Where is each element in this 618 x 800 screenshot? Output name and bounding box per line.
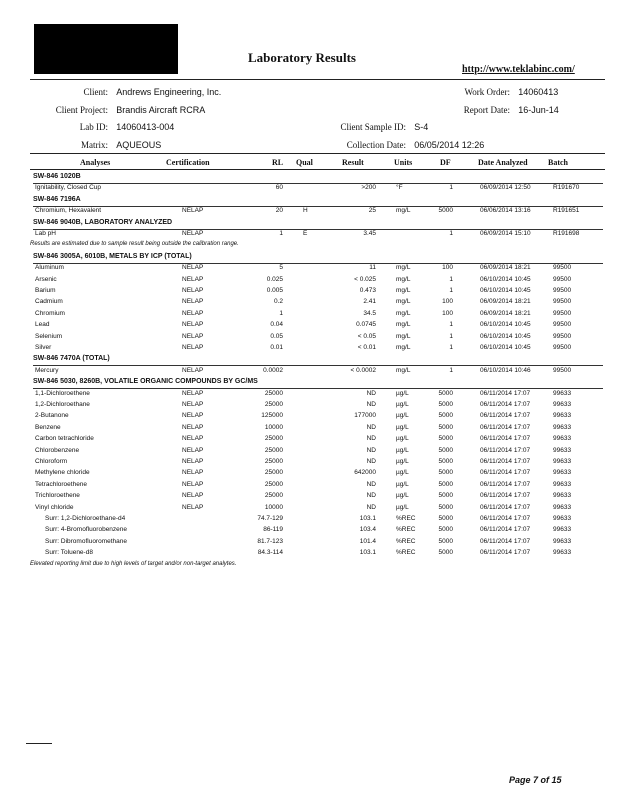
certification-cell: NELAP [182,321,204,329]
analyte-name: Aluminum [35,264,64,272]
units-cell: µg/L [396,492,409,500]
table-row [33,389,603,400]
result-cell: < 0.05 [357,332,376,340]
method-section-title: SW-846 9040B, LABORATORY ANALYZED [33,218,173,226]
date-analyzed-cell: 06/09/2014 18:21 [480,298,531,306]
col-batch: Batch [548,158,568,167]
date-analyzed-cell: 06/09/2014 18:21 [480,264,531,272]
table-row [33,457,603,468]
table-row [33,297,603,308]
rl-cell: 25000 [264,469,283,477]
batch-cell: 99500 [553,366,572,374]
df-cell: 5000 [438,469,453,477]
result-cell: 642000 [354,469,376,477]
result-cell: 0.0745 [356,321,376,329]
units-cell: µg/L [396,435,409,443]
table-row [33,206,603,217]
batch-cell: 99500 [553,332,572,340]
df-cell: 5000 [438,503,453,511]
date-analyzed-cell: 06/09/2014 15:10 [480,230,531,237]
date-analyzed-cell: 06/11/2014 17:07 [480,480,531,488]
certification-cell: NELAP [182,458,204,465]
certification-cell: NELAP [182,435,204,443]
batch-cell: 99633 [553,469,572,477]
batch-cell: 99500 [553,275,572,283]
batch-cell: 99633 [553,435,572,443]
date-analyzed-cell: 06/11/2014 17:07 [480,492,531,500]
date-analyzed-cell: 06/11/2014 17:07 [480,515,531,522]
note-text: Elevated reporting limit due to high levels of target and/or non-target analytes. [30,560,237,567]
batch-cell: 99633 [553,446,572,454]
analyte-name: Lead [35,321,50,329]
page-number: Page 7 of 15 [509,775,562,785]
batch-cell: R191670 [553,184,580,192]
matrix-line [52,140,161,150]
analyte-name: Arsenic [35,275,57,283]
table-row [33,468,603,479]
rl-cell: 25000 [264,401,283,408]
note-text: Results are estimated due to sample result being outside the calibration range. [30,241,239,248]
df-cell: 100 [442,309,453,317]
date-analyzed-cell: 06/06/2014 13:16 [480,207,531,215]
collection-label: Collection Date: [346,140,406,150]
certification-cell: NELAP [182,287,204,294]
units-cell: %REC [396,549,416,557]
table-note [30,560,603,571]
table-row [33,229,603,240]
rl-cell: 0.2 [273,298,283,306]
surrogate-row [33,514,603,525]
units-cell: mg/L [396,309,411,317]
analyte-name: Tetrachloroethene [35,480,88,488]
df-cell: 5000 [438,526,453,534]
table-row [33,503,603,514]
date-analyzed-cell: 06/11/2014 17:07 [480,549,531,557]
df-cell: 1 [449,287,453,294]
df-cell: 5000 [438,458,453,465]
analyte-name: Chloroform [35,458,68,465]
df-cell: 5000 [438,389,453,397]
col-analyses: Analyses [80,158,111,167]
batch-cell: R191698 [553,230,580,237]
date-analyzed-cell: 06/09/2014 18:21 [480,309,531,317]
client-line [52,87,221,97]
result-cell: < 0.0002 [350,366,376,374]
batch-cell: 99500 [553,287,572,294]
surrogate-row [33,548,603,559]
units-cell: µg/L [396,503,409,511]
project-value: Brandis Aircraft RCRA [116,105,206,115]
info-divider [30,153,605,154]
date-analyzed-cell: 06/10/2014 10:45 [480,287,531,294]
rl-cell: 86-119 [263,526,283,534]
rl-cell: 5 [279,264,283,272]
rl-cell: 0.01 [270,344,283,351]
table-row [33,400,603,411]
date-analyzed-cell: 06/11/2014 17:07 [480,435,531,443]
date-analyzed-cell: 06/11/2014 17:07 [480,423,531,431]
batch-cell: 99633 [553,423,572,431]
matrix-value: AQUEOUS [116,140,162,150]
method-section-title: SW-846 5030, 8260B, VOLATILE ORGANIC COMPOUNDS BY GC/MS [33,378,258,386]
labid-line [52,122,174,132]
date-analyzed-cell: 06/11/2014 17:07 [480,526,531,534]
certification-cell: NELAP [182,446,204,454]
df-cell: 1 [449,366,453,374]
result-cell: 101.4 [359,537,376,545]
batch-cell: 99633 [553,537,572,545]
rl-cell: 1 [279,230,283,237]
batch-cell: 99633 [553,526,572,534]
certification-cell: NELAP [182,275,204,283]
collection-line [310,140,484,150]
rl-cell: 81.7-123 [257,537,283,545]
result-cell: 11 [369,264,376,272]
rl-cell: 60 [275,184,283,192]
date-analyzed-cell: 06/10/2014 10:45 [480,344,531,351]
units-cell: °F [396,184,403,192]
page-title: Laboratory Results [248,50,356,65]
rl-cell: 0.04 [270,321,283,329]
analyte-name: 2-Butanone [35,412,69,420]
rl-cell: 84.3-114 [257,549,283,557]
batch-cell: 99633 [553,401,572,408]
reportdate-value: 16-Jun-14 [518,105,559,115]
col-certification: Certification [166,158,210,167]
qual-cell: H [303,207,308,215]
df-cell: 1 [449,230,453,237]
rl-cell: 74.7-129 [257,515,283,522]
certification-cell: NELAP [182,423,204,431]
units-cell: mg/L [396,287,411,294]
df-cell: 5000 [438,401,453,408]
df-cell: 1 [449,184,453,192]
analyte-name: Cadmium [35,298,63,306]
units-cell: mg/L [396,321,411,329]
table-row [33,286,603,297]
analyte-name: Surr: Dibromofluoromethane [45,537,128,545]
rl-cell: 25000 [264,480,283,488]
certification-cell: NELAP [182,344,204,351]
result-cell: ND [366,423,376,431]
redacted-logo-block [34,24,178,74]
df-cell: 5000 [438,480,453,488]
batch-cell: 99633 [553,515,572,522]
df-cell: 1 [449,344,453,351]
date-analyzed-cell: 06/11/2014 17:07 [480,401,531,408]
result-cell: ND [366,492,376,500]
batch-cell: 99633 [553,389,572,397]
date-analyzed-cell: 06/09/2014 12:50 [480,184,531,192]
result-cell: ND [366,458,376,465]
analyte-name: Chlorobenzene [35,446,80,454]
units-cell: %REC [396,515,416,522]
rl-cell: 25000 [264,446,283,454]
labid-label: Lab ID: [79,122,108,132]
date-analyzed-cell: 06/11/2014 17:07 [480,503,531,511]
rl-cell: 10000 [264,503,283,511]
analyte-name: Surr: 1,2-Dichloroethane-d4 [45,515,126,522]
result-cell: ND [366,389,376,397]
result-cell: ND [366,503,376,511]
batch-cell: R191651 [553,207,580,215]
result-cell: ND [366,401,376,408]
reportdate-line [430,105,559,115]
table-row [33,446,603,457]
units-cell: µg/L [396,412,409,420]
col-qual: Qual [296,158,313,167]
method-section-header [33,195,603,207]
rl-cell: 20 [275,207,283,215]
df-cell: 5000 [438,515,453,522]
rl-cell: 125000 [261,412,283,420]
table-row [33,411,603,422]
df-cell: 1 [449,275,453,283]
units-cell: mg/L [396,264,411,272]
col-result: Result [342,158,364,167]
sampleid-line [310,122,428,132]
workorder-label: Work Order: [464,87,510,97]
table-row [33,309,603,320]
qual-cell: E [303,230,308,237]
client-value: Andrews Engineering, Inc. [116,87,222,97]
header-divider [30,79,605,80]
labid-value: 14060413-004 [116,122,175,132]
rl-cell: 0.0002 [263,366,283,374]
workorder-line [430,87,558,97]
batch-cell: 99500 [553,344,572,351]
method-section-title: SW-846 7196A [33,195,81,203]
certification-cell: NELAP [182,230,204,237]
df-cell: 5000 [438,207,453,215]
method-section-title: SW-846 3005A, 6010B, METALS BY ICP (TOTAL) [33,252,192,260]
analyte-name: Surr: Toluene-d8 [45,549,93,557]
rl-cell: 25000 [264,435,283,443]
df-cell: 5000 [438,423,453,431]
batch-cell: 99633 [553,480,572,488]
date-analyzed-cell: 06/11/2014 17:07 [480,458,531,465]
rl-cell: 0.005 [266,287,283,294]
table-row [33,183,603,194]
units-cell: mg/L [396,298,411,306]
batch-cell: 99500 [553,309,572,317]
analyte-name: Chromium [35,309,65,317]
date-analyzed-cell: 06/10/2014 10:46 [480,366,531,374]
method-section-header [33,218,603,230]
certification-cell: NELAP [182,412,204,420]
units-cell: µg/L [396,480,409,488]
table-row [33,332,603,343]
method-section-title: SW-846 1020B [33,173,81,180]
units-cell: µg/L [396,469,409,477]
project-line [30,105,205,115]
units-cell: µg/L [396,389,409,397]
batch-cell: 99633 [553,503,572,511]
analyte-name: Barium [35,287,56,294]
analyte-name: Ignitability, Closed Cup [35,184,101,192]
date-analyzed-cell: 06/11/2014 17:07 [480,412,531,420]
table-row [33,434,603,445]
analyte-name: Chromium, Hexavalent [35,207,102,215]
df-cell: 5000 [438,537,453,545]
analyte-name: Selenium [35,332,63,340]
analyte-name: Benzene [35,423,61,431]
df-cell: 5000 [438,435,453,443]
units-cell: %REC [396,526,416,534]
column-header-divider [30,169,605,170]
result-cell: ND [366,435,376,443]
collection-value: 06/05/2014 12:26 [414,140,485,150]
analyte-name: Carbon tetrachloride [35,435,94,443]
batch-cell: 99500 [553,321,572,329]
method-section-header [33,377,603,389]
result-cell: 25 [368,207,376,215]
project-label: Client Project: [55,105,108,115]
analyte-name: 1,1-Dichloroethene [35,389,90,397]
rl-cell: 25000 [264,458,283,465]
matrix-label: Matrix: [81,140,108,150]
certification-cell: NELAP [182,298,204,306]
result-cell: 34.5 [363,309,376,317]
df-cell: 100 [442,264,453,272]
sampleid-label: Client Sample ID: [340,122,406,132]
certification-cell: NELAP [182,264,204,272]
result-cell: ND [366,480,376,488]
batch-cell: 99633 [553,458,572,465]
units-cell: %REC [396,537,416,545]
result-cell: < 0.025 [354,275,376,283]
result-cell: >200 [361,184,376,192]
certification-cell: NELAP [182,389,204,397]
method-section-header [33,172,603,184]
batch-cell: 99633 [553,549,572,557]
rl-cell: 25000 [264,492,283,500]
certification-cell: NELAP [182,401,204,408]
col-df: DF [440,158,451,167]
col-date-analyzed: Date Analyzed [478,158,528,167]
units-cell: mg/L [396,344,411,351]
reportdate-label: Report Date: [463,105,510,115]
units-cell: µg/L [396,458,409,465]
units-cell: µg/L [396,423,409,431]
certification-cell: NELAP [182,207,204,215]
result-cell: 177000 [354,412,376,420]
table-row [33,263,603,274]
table-row [33,275,603,286]
analyte-name: Vinyl chloride [35,503,74,511]
date-analyzed-cell: 06/10/2014 10:45 [480,332,531,340]
units-cell: mg/L [396,332,411,340]
workorder-value: 14060413 [518,87,559,97]
certification-cell: NELAP [182,309,204,317]
analyte-name: 1,2-Dichloroethane [35,401,90,408]
analyte-name: Methylene chloride [35,469,90,477]
result-cell: 103.1 [359,549,376,557]
units-cell: µg/L [396,446,409,454]
units-cell: µg/L [396,401,409,408]
certification-cell: NELAP [182,469,204,477]
table-row [33,480,603,491]
df-cell: 1 [449,332,453,340]
analyte-name: Mercury [35,366,59,374]
df-cell: 5000 [438,412,453,420]
df-cell: 1 [449,321,453,329]
client-label: Client: [83,87,108,97]
surrogate-row [33,525,603,536]
analyte-name: Trichloroethene [35,492,80,500]
df-cell: 5000 [438,492,453,500]
method-section-header [33,252,603,264]
method-section-header [33,354,603,366]
result-cell: ND [366,446,376,454]
date-analyzed-cell: 06/10/2014 10:45 [480,321,531,329]
certification-cell: NELAP [182,366,204,374]
footer-divider [26,743,52,744]
batch-cell: 99500 [553,298,572,306]
rl-cell: 0.05 [270,332,283,340]
certification-cell: NELAP [182,492,204,500]
table-row [33,343,603,354]
analyte-name: Silver [35,344,52,351]
sampleid-value: S-4 [414,122,429,132]
col-units: Units [394,158,413,167]
batch-cell: 99500 [553,264,572,272]
df-cell: 5000 [438,549,453,557]
certification-cell: NELAP [182,503,204,511]
units-cell: mg/L [396,207,411,215]
method-section-title: SW-846 7470A (TOTAL) [33,355,110,363]
date-analyzed-cell: 06/11/2014 17:07 [480,537,531,545]
analyte-name: Lab pH [35,230,56,237]
result-cell: 3.45 [363,230,376,237]
date-analyzed-cell: 06/10/2014 10:45 [480,275,531,283]
certification-cell: NELAP [182,480,204,488]
rl-cell: 25000 [264,389,283,397]
rl-cell: 1 [279,309,283,317]
units-cell: mg/L [396,275,411,283]
date-analyzed-cell: 06/11/2014 17:07 [480,469,531,477]
table-row [33,320,603,331]
table-row [33,423,603,434]
units-cell: mg/L [396,366,411,374]
df-cell: 100 [442,298,453,306]
rl-cell: 10000 [264,423,283,431]
batch-cell: 99633 [553,492,572,500]
date-analyzed-cell: 06/11/2014 17:07 [480,389,531,397]
certification-cell: NELAP [182,332,204,340]
col-rl: RL [272,158,284,167]
table-row [33,491,603,502]
result-cell: 103.4 [359,526,376,534]
result-cell: 2.41 [363,298,376,306]
result-cell: 103.1 [359,515,376,522]
rl-cell: 0.025 [266,275,283,283]
table-row [33,366,603,377]
table-note [30,240,603,251]
surrogate-row [33,537,603,548]
df-cell: 5000 [438,446,453,454]
result-cell: < 0.01 [357,344,376,351]
result-cell: 0.473 [359,287,376,294]
lab-website-link[interactable]: http://www.teklabinc.com/ [462,64,575,75]
date-analyzed-cell: 06/11/2014 17:07 [480,446,531,454]
batch-cell: 99633 [553,412,572,420]
analyte-name: Surr: 4-Bromofluorobenzene [45,526,128,534]
